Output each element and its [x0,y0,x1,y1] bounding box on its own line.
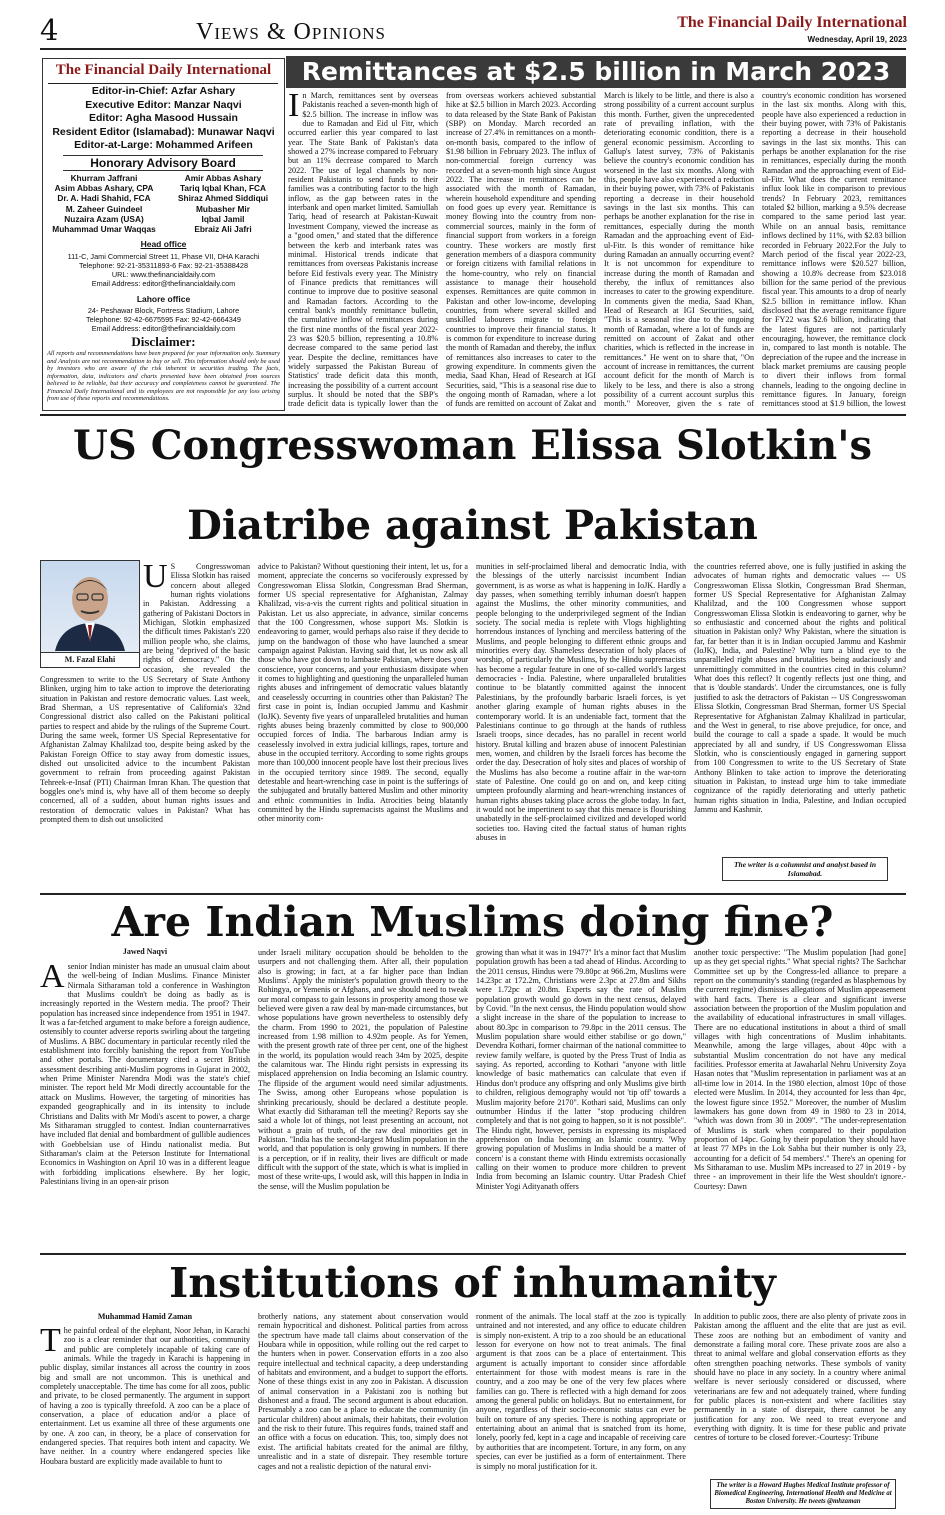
article-text: the countries referred above, one is fully justified in asking the advocates of human rights and democratic values --- US Congresswoman Elissa Slotkin, Congressman Brad Sherman, former US Special Representative for Afghanistan Zalmay Khalilzad, and the 100 Congressmen whose support Congresswoman Elissa Slotkin is endeavoring to garner, why be so enthusiastic and concerned about the rights and political situation in Pakistan only? Why Pakistan, where the situation is far, far better than it is in Indian occupied Jammu and Kashmir (IoJK), India, and Palestine? Why turn a blind eye to the unparalleled right abuses and brutalities being audaciously and unremittingly committed in the countries cited in this column? What does this reflect? It cogently reflects just one thing, and that is 'double standards'. Under the circumstances, one is fully justified to ask the detractors of Pakistan -- US Congresswoman Elissa Slotkin, Congressman Brad Sherman, former US Special Representative for Afghanistan Zalmay Khalilzad in particular, and the West in general, to rise above prejudice, for once, and build the courage to call a spade a spade. It would be much appreciated by all and sundry, if US Congresswoman Elissa Slotkin, who is conscientiously engaged in garnering support from 100 Congressmen to write to the US Secretary of State Anthony Blinken to take action to improve the deteriorating situation in Pakistan, to instead urge him to take immediate cognizance of the rapidly deteriorating and utterly pathetic human rights situation in India, Palestine, and Indian occupied Jammu and Kashmir. [694,562,906,814]
board-member: Tariq Iqbal Khan, FCA [179,183,267,194]
board-left-column [45,173,163,234]
article-text: he painful ordeal of the elephant, Noor Jehan, in Karachi zoo is a clear reminder that our authorities, community and public are completely incapable of taking care of animals. While the tragedy in Karachi is happening in public display, similar instances all across the country in zoos big and small are not uncommon. This is unethical and completely unacceptable. The time has come for all zoos, public and private, to be closed permanently. The argument in support of having a zoo is typically threefold. A zoo can be a place of conservation, a place of education and/or a place of entertainment. Let us examine all three of these arguments one by one. A zoo can, in theory, be a place of conservation for endangered species. That requires both intent and capacity. We have neither. In a country where endangered species like Houbara bustard are explicitly made available to hunt to [40,1326,250,1466]
section-rule [40,1253,906,1255]
masthead-paper-name: The Financial Daily International [55,62,272,78]
article-text: senior Indian minister has made an unusual claim about the well-being of Indian Muslims. Finance Minister Nirmala Sitharaman told a conference in Washington that Muslims couldn't be doing as badly as is increasingly reported in the Western media. The proof? Their population has increased since independence from 1951 in 1947. It was a far-fetched argument to make before a foreign audience, ostensibly to counter adverse reports swirling about the targeting of Muslims. A BBC documentary in particular recently riled the establishment into forcibly banishing the report from YouTube and other portals. The documentary cited a secret British assessment describing anti-Muslim pogroms in Gujarat in 2002, when Prime Minister Narendra Modi was the state's chief minister. The report held Mr Modi directly accountable for the attack on Muslims. However, the targeting of minorities has expanded geographically and in its intensity to include Christians and Dalits with Mr Modi's ascent to power, a charge Ms Sitharaman struggled to contest. Indian counternarratives have included flat denial and bombardment of gullible audiences with Goebbelsian use of Hindu nationalist media. But Sitharaman's claim at the Peterson Institute for International Economics in Washington on April 10 was in a different league with forbidding implications elsewhere. By her logic, Palestinians living in an open-air prison [40,962,250,1186]
section-rule [40,414,906,416]
section-title: Views & Opinions [196,19,386,45]
board-member: Muhammad Umar Waqqas [52,224,156,235]
article-text: from overseas workers achieved substantial hike at $2.5 billion in March 2023. According to data released by the State Bank of Pakistan (SBP) on Monday. March recorded an increase of 27.4% in remittances on a month-on-month basis, compared to the inflow of $1.98 billion in February 2023. The influx of non-commercial foreign currency was recorded at a seven-month high since August 2022. The increase in remittances can be associated with the month of Ramadan, wherein household expenditure and spending on food goes up every year. Remittance is money flowing into the country from non-commercial sources, mainly in the form of financial support from workers in a foreign country. These workers are mostly first generation members of a diaspora community or foreign citizens with familial relations in the home-country, who rely on financial assistance to manage their household expenses. Remittances are quite common in Pakistan and other low-income, developing countries, from where several skilled and unskilled labourers migrate to foreign countries to improve their financial status. It is common for expenditure to increase during the month of Ramadan and thereby, the influx of remittances also increases to cater to the growing expenditure. In comments given the media, Saad Khan, Head of Research at IGI Securities, said, "This is a seasonal rise due to the ongoing month of Ramadan, where a lot of funds are remitted on account of Zakat and [446,91,596,409]
inhumanity-col-3 [476,1312,686,1509]
header-paper-name: The Financial Daily International [677,14,907,31]
indian-muslims-author: Jawed Naqvi [122,947,168,956]
remittances-col-3 [604,91,754,409]
slotkin-col-1-bottom [40,675,250,889]
head-office-line: Email Address: editor@thefinancialdaily.com [91,279,236,288]
board-member: Nuzaira Azam (USA) [64,213,144,224]
drop-cap: A [40,962,65,995]
board-member: Mubasher Mir [196,203,250,214]
remittances-col-4 [762,91,906,409]
board-right-column [164,173,282,234]
page-number: 4 [40,13,59,47]
editor-line: Editor: Agha Masood Hussain [89,112,238,125]
article-text: In addition to public zoos, there are also plenty of private zoos in Pakistan among the affluent and the elite that are just as evil. These zoos are nothing but an embodiment of vanity and demonstrate a failing moral core. These private zoos are also a threat to animal welfare and global conservation efforts as they often strengthen poaching networks. These symbols of vanity should have no place in any society. In a country where animal welfare is never seriously considered or discussed, where veterinarians are few and not adequately trained, where funding for public places is non-existent and where facilities stay permanently in a state of disrepair, there cannot be any justification for any zoo. We need to treat everyone and everything with dignity. It is time for these public and private centres of torture to be closed forever.-Courtesy: Tribune [694,1312,906,1443]
indian-muslims-col-4 [694,948,906,1249]
indian-muslims-col-1 [40,962,250,1249]
board-member: Khurram Jaffrani [70,173,138,183]
remittances-col-2 [446,91,596,409]
article-text: under Israeli military occupation should be beholden to the usurpers and not challenging them. After all, their population also is growing; in fact, at a far higher pace than Indian Muslims'. Apply the minister's population growth theory to the Rohingya, or Yemenis or Afghans, and we should need to tweak our moral compass to gain lessons in prosperity among those we believed were given a raw deal by man-made circumstances, but whose populations have grown nevertheless to ostensibly defy the charm. From 1990 to 2021, the population of Palestine increased from 1.98 million to 4.92m people. As for Yemen, with the present growth rate of three per cent, one of the highest in the world, its population would reach 34m by 2025, despite the calamitous war. The Hindu right persists in expressing its misplaced apprehension on India becoming an Islamic country. The flipside of the argument would need similar adjustments. The Swiss, among other Europeans whose population is shrinking precariously, should be declared a destitute people. What exactly did Sitharaman tell the meeting? Reports say she said a whole lot of things, not least presenting an account, not without a grain of truth, of the raw deal minorities get in Pakistan. "India has the second-largest Muslim population in the world, and that population is only growing in numbers. If there is a perception, or if in reality, their lives are difficult or made difficult with the support of the state, which is what is implied in most of these write-ups, I would ask, will this happen in India in the sense, will the Muslim population be [258,948,468,1191]
remittances-headline: Remittances at $2.5 billion in March 2023 [301,57,891,86]
lahore-office-line: 24- Peshawar Block, Fortress Stadium, Lahore [87,306,240,315]
header-date: Wednesday, April 19, 2023 [807,35,907,44]
article-text: ronment of the animals. The local staff at the zoo is typically untrained and not interested, and any office to educate children is simply non-existent. A trip to a zoo should be an educational lesson for everyone on how not to treat animals. The final argument is that zoos can be a place of entertainment. This argument is actually important to consider since affordable entertainment for those with modest means is rare in the country, and a zoo may be one of the very few places where families can go. There is reflected with a high demand for zoos among the general public on holidays. But no entertainment, for anyone, regardless of their socio-economic status can ever be built on torture of any species. There is nothing appropriate or entertaining about an animal that is snatched from its home, lonely, poorly fed, kept in a cage and incapable of receiving care by authorities that are incompetent. Torture, in any form, on any species, can ever be justified as a form of entertainment. There is simply no moral justification for it. [476,1312,686,1471]
editor-line: Editor-in-Chief: Azfar Ashary [91,85,236,97]
author-photo [40,560,140,668]
inhumanity-author-note: The writer is a Howard Hughes Medical Institute professor of Biomedical Engineering, International Health and Medicine at Boston University. He tweets @mhzaman [710,1479,896,1509]
indian-muslims-col-3 [476,948,686,1249]
lahore-office-details [43,306,284,333]
article-text: another toxic perspective: "The Muslim population [had gone] up as they get special rights." What special rights? The Sachchar Committee set up by the Congress-led alliance to prepare a report on the community's standing (regarded as blasphemous by the current regime) dismisses allegations of Muslim appeasement with hard facts. There is a clear and significant inverse association between the proportion of the Muslim population and the availability of educational infrastructures in small villages. There are no educational institutions in about a third of small villages with high concentrations of Muslim inhabitants. Meanwhile, among the large villages, about 40pc with a substantial Muslim concentration do not have any medical facilities. Professor emerita at Jawaharlal Nehru University Zoya Hasan notes that "Muslim representation in parliament was at an all-time low in 2014. In the 1980 election, almost 10pc of those elected were Muslim. In 2014, they accounted for less than 4pc, the lowest figure since 1952." Moreover, the number of Muslim lawmakers has gone down from 49 in 1980 to 23 in 2014, "which was down from 30 in 2009". "The under-representation of Muslims is stark when compared to their population proportion of 14pc. Going by their population 'they should have at least 77 MPs in the Lok Sabha but their number is only 23, accounting for a deficit of 54 members'." There's an opening for Ms Sitharaman to use. Muslim MPs increased to 27 in 2019 - by three - an improvement in their life the West shouldn't ignore.-Courtesy: Dawn [694,948,906,1191]
editor-line: Editor-at-Large: Mohammed Arifeen [74,139,253,152]
disclaimer-title: Disclaimer: [131,334,196,349]
editor-line: Executive Editor: Manzar Naqvi [85,98,242,111]
head-office-line: Telephone: 92-21-35311893-6 Fax: 92-21-35388428 [78,261,249,270]
drop-cap: I [288,91,300,124]
board-member: Shiraz Ahmed Siddiqui [177,193,269,204]
lahore-office-line: Telephone: 92-42-6675595 Fax: 92-42-6664349 [86,315,241,324]
board-member: Dr. A. Hadi Shahid, FCA [57,193,151,204]
inhumanity-headline: Institutions of inhumanity [169,1259,776,1307]
editors-list [43,85,284,153]
head-office-line: 111-C, Jami Commercial Street 11, Phase VII, DHA Karachi [67,252,260,261]
remittances-headline-bar [286,56,906,88]
slotkin-author-note: The writer is a columnist and analyst based in Islamabad. [722,857,888,881]
author-caption: M. Fazal Elahi [41,652,139,667]
inhumanity-col-4 [694,1312,906,1477]
slotkin-headline-line1: US Congresswoman Elissa Slotkin's [73,422,872,469]
board-member: Asim Abbas Ashary, CPA [54,183,154,194]
section-rule [40,893,906,895]
article-text: n March, remittances sent by overseas Pakistanis reached a seven-month high of $2.5 billion. The increase in inflow was due to Ramadan and Eid ul Fitr, which occurred earlier this year compared to last year. The State Bank of Pakistan's data showed a 27% increase compared to February but an 11% decrease compared to March 2022. The use of legal channels by non-resident Pakistanis to send funds to their families was a contributing factor to the high inflow, as the gap between rates in the interbank and open market limited. Samiullah Tariq, head of research at Pakistan-Kuwait Investment Company, viewed the increase as a "good omen," and stated that the difference between the kerb and interbank rates was minimal. Historical trends indicate that remittances from overseas Pakistanis increase before Eid festivals every year. The Ministry of Finance predicts that remittances will continue to improve due to positive seasonal and Ramadan factors. According to the central bank's monthly remittance bulletin, the cumulative inflow of remittances during the first nine months of the fiscal year 2022-23 was $20.5 billion, representing a 10.8% decrease compared to the same period last year. Despite the decline, remittances have widely surpassed the Pakistan Bureau of Statistics' trade deficit data this month, increasing the possibility of a current account surplus. It should be noted that the SBP's trade deficit data is typically lower than the [288,91,438,409]
board-member: Ebraiz Ali Jafri [194,224,252,235]
head-office-details [43,252,284,288]
article-text: March is likely to be little, and there is also a strong possibility of a current account surplus this month. Further, given the unprecedented rate of prevailing inflation, with the deteriorating economic condition, there is a general economic pessimism. According to Gallup's latest survey, 73% of Pakistanis believe the country's economic condition has worsened in the last six months. Along with this, people have also experienced a reduction in their buying power, with 73% of Pakistanis reporting a decrease in their household savings in the last six months. This can perhaps be another explanation for the rise in remittances, especially during the month Ramadan and the approaching event of Eid-ul-Fitr. Is this wonder of remittance hike during Ramadan an annually occurring event? It is not uncommon for expenditure to increase during the month of Ramadan and thereby, the influx of remittances also increases to cater to the growing expenditure. In comments given the media, Saad Khan, Head of Research at IGI Securities, said, "This is a seasonal rise due to the ongoing month of Ramadan, where a lot of funds are remitted on account of Zakat and other charities, which is reflected in the increase in remittances." He went on to share that, "On account of increase in remittances, the current account deficit for the month of March is likely to be less, and there is also a strong possibility of a current account surplus this month." Moreover, given the s rate of [604,91,754,409]
slotkin-col-2 [258,562,468,889]
article-text: Congressmen to write to the US Secretary of State Anthony Blinken, urging him to take action to improve the deteriorating situation in Pakistan and restore democratic values. Last week, Brad Sherman, a US representative of California's 32nd Congressional district also called on the Pakistani political parties to respect and abide by the rulings of the Supreme Court. During the same week, former US Special Representative for Afghanistan Zalmay Khalilzad too, despite being asked by the Pakistan Foreign Office to stay away from domestic issues, dished out unsolicited advice to the incumbent Pakistan government to refrain from proceeding against Pakistan Tehreek-e-Insaf (PTI) Chairman Imran Khan. The question that boggles one's mind is, why have all of them become so deeply concerned, all of a sudden, about human rights issues and restoration of democratic values in Pakistan? What has prompted them to dish out unsolicited [40,675,250,825]
board-member: Iqbal Jamil [201,213,245,224]
article-text: advice to Pakistan? Without questioning their intent, let us, for a moment, appreciate the concerns so vociferously expressed by Congresswoman Elissa Slotkin, Congressman Brad Sherman, former US special representative for Afghanistan, Zalmay Khalilzad, vis-a-vis the current rights and political situation in Pakistan. Let us also appreciate, in advance, similar concerns that the 100 Congressmen, whose support Ms. Slotkin is endeavoring to garner, would perhaps also raise if they decide to jump on the bandwagon of those who have launched a smear campaign against Pakistan. Having said that, let us now ask all those who have got down to lambaste Pakistan, where does your conscience, your concerns, and your enthusiasm dissipate when it comes to highlighting and questioning the unparalleled human rights abuses and infringement of democratic values blatantly and ceaselessly occurring in countries other than Pakistan? The first case in point is, Indian occupied Jammu and Kashmir (IoJK). Seventy five years of unparalleled brutalities and human rights abuses being brazenly committed by close to 900,000 occupied forces of India. The barbarous Indian army is ceaselessly involved in extra judicial killings, rapes, torture and abuse in the occupied territory. According to some rights groups more than 100,000 innocent people have lost their precious lives in the occupied territory since 1989. The second, equally detestable and heart-wrenching case in point is the sufferings of the subjugated and brutally battered Muslim and other minority and ethnic communities in India. Atrocities being blatantly committed by the Hindu supremacists against the Muslims and other minority com- [258,562,468,824]
article-text: S Congresswoman Elissa Slotkin has raised concern about alleged human rights violations in Pakistan. Addressing a gathering of Pakistani Doctors in Michigan, Slotkin emphasized the difficult times Pakistan's 220 million people who, she claims, are being "deprived of the basic rights of democracy." On the occasion, she revealed the [143,562,250,674]
article-text: country's economic condition has worsened in the last six months. Along with this, people have also experienced a reduction in their buying power, with 73% of Pakistanis reporting a decrease in their household savings in the last six months. This can perhaps be another explanation for the rise in remittances, especially during the month Ramadan and the approaching event of Eid-ul-Fitr. What does the current remittance influx look like in comparison to previous trends? In February 2023, remittances totaled $2 billion, marking a 9.5% decrease compared to the same period last year. While on an annual basis, remittance inflows declined by 11%, with $2.83 billion recorded in February 2022.For the July to March period of the fiscal year 2022-23, remittance inflows were $20.527 billion, showing a 10.8% decrease from $23.018 billion for the same period of the previous fiscal year. This amounts to a drop of nearly $2.5 billion in remittance inflow. Khan disclosed that the average remittance figure for FY22 was $2.6 billion, indicating that the latest figures are not particularly encouraging, however, the remittance clock in, compared to last month is notable. The depreciation of the rupee and the increase in black market premiums are causing people to divert their inflows from formal channels, leading to the ongoing decline in remittance figures. In January, foreign remittances stood at $1.9 billion, the lowest [762,91,906,409]
article-text: brotherly nations, any statement about conservation would remain hypocritical and dishonest. Political parties from across the spectrum have made tall claims about conservation of the Houbara while in opposition, while rolling out the red carpet to the hunters when in power. Conservation efforts in a zoo also require intellectual and technical capacity, a deep understanding of habitats and environment, and a budget to support the efforts. None of these things exist in any zoo in Pakistan. A discussion of animal conservation in a Pakistani zoo is nothing but dishonest and a fraud. The second argument is about education. Presumably a zoo can be a place to educate the community (in particular children) about animals, their habitats, their evolution and the risk to their future. This requires funds, trained staff and an office with a focus on education. This, too, simply does not exist. The artificial habitats created for the animal are filthy, unrealistic and in a state of disrepair. They resemble torture cages and not a realistic depiction of the natural envi- [258,1312,468,1471]
lahore-office-title: Lahore office [136,294,191,304]
head-office-title: Head office [140,239,187,249]
article-text: growing than what it was in 1947?" It's a minor fact that Muslim population growth has been a tad ahead of Hindus. According to the 2011 census, Hindus were 79.80pc at 966.2m, Muslims were 14.23pc at 172.2m, Christians were 2.3pc at 27.8m and Sikhs were 1.72pc at 20.8m. Experts say the rate of Muslim population growth would go down in the next census, delayed by Covid. "In the next census, the Hindu population would show a slight increase in the share of the population to increase to about 80.3pc in comparison to 79.8pc in the 2011 census. The Muslim population share would either stabilise or go down," Devendra Kothari, former chairman of the national committee to review family welfare, is quoted by the Press Trust of India as saying. As reported, according to Kothari "anyone with little knowledge of basic mathematics can calculate that even if Hindus don't produce any offspring and only Muslims give birth to children, religious demography would not 'tip off' towards a Muslim majority before 2170". Kothari said, Muslims can only outnumber Hindus if the latter "stop producing children completely and that is not going to happen, so it is not possible". The Hindu right, however, persists in expressing its misplaced apprehension on India becoming an Islamic country. 'Why growing population of Muslims in India should be a matter of concern' is a constant theme with Hindu extremists occasionally calling on their women to produce more children to prevent India from becoming an Islamic country. Uttar Pradesh Chief Minister Yogi Adityanath offers [476,948,686,1191]
masthead-divider [48,83,278,84]
advisory-board-title: Honorary Advisory Board [63,155,263,171]
indian-muslims-col-2 [258,948,468,1249]
article-text: munities in self-proclaimed liberal and democratic India, with the blessings of the utterly narcissist incumbent Indian government, is as worse as what is happening in IoJK. Hardly a day passes, when something terribly inhuman doesn't happen against the Muslims, the other minority communities, and people belonging to the underprivileged segment of the Indian society. The social media is replete with Vlogs highlighting horrendous instances of lynching and merciless battering of the Muslims, and people belonging to different ethnic groups and minorities every day. Shameless desecration of holy places of worship, of particularly the Muslims, by the Hindu supremacists has become a regular feature in one of so-called world's largest democracies - India. Palestine, where unparalleled brutalities continue to be blatantly committed against the innocent Palestinians, by the profoundly barbaric Israeli forces, is yet another glaring example of human rights abuses in the contemporary world. It is an undeniable fact, torment that the Palestinians continue to go through at the hands of ruthless Israeli troops, since decades, has no parallel in recent world history. Brutal killing and brazen abuse of innocent Palestinian men, women, and children by the Israeli forces has become the order the day. Desecration of holy sites and places of worship of the Muslims has also become a routine affair in the war-torn state of Palestine. One could go on and on, and keep citing umpteen profoundly alarming and heart-wrenching instances of human rights abuses taking place across the globe today. In fact, it would not be impertinent to say that this menace is flourishing unabatedly in the self-proclaimed civilized and developed world societies too. Having cited the factual status of human rights abuses in [476,562,686,842]
inhumanity-author: Muhammad Hamid Zaman [97,1312,193,1321]
slotkin-headline-line2: Diatribe against Pakistan [187,502,758,549]
head-office-line: URL: www.thefinancialdaily.com [111,270,216,279]
editor-line: Resident Editor (Islamabad): Munawar Naqvi [52,125,275,138]
inhumanity-col-2 [258,1312,468,1509]
disclaimer-text: All reports and recommendations have been prepared for your information only. Summary and Analysis are not recommendation to buy or sell. This information should only be used by investors who are aware of the risk inherent in securities trading. The facts, information, data, indicators and charts presented have been obtained from sources believed to be reliable, but their accuracy and completeness cannot be guaranteed. The Financial Daily International and its employees are not responsible for any loss arising from use of these reports and recommendations. [47,350,280,402]
inhumanity-col-1 [40,1326,250,1509]
drop-cap: T [40,1326,61,1359]
board-member: M. Zaheer Guindeel [65,203,143,214]
remittances-col-1 [288,91,438,409]
lahore-office-line: Email Address: editor@thefinancialdaily.com [91,324,236,333]
header-rule [40,48,906,50]
board-member: Amir Abbas Ashary [184,173,262,183]
slotkin-col-1-top [143,562,250,675]
portrait-icon [41,561,139,651]
indian-muslims-headline: Are Indian Muslims doing fine? [111,898,834,946]
slotkin-col-3 [476,562,686,889]
drop-cap: U [143,562,168,595]
slotkin-col-4 [694,562,906,854]
masthead-box [42,58,285,411]
